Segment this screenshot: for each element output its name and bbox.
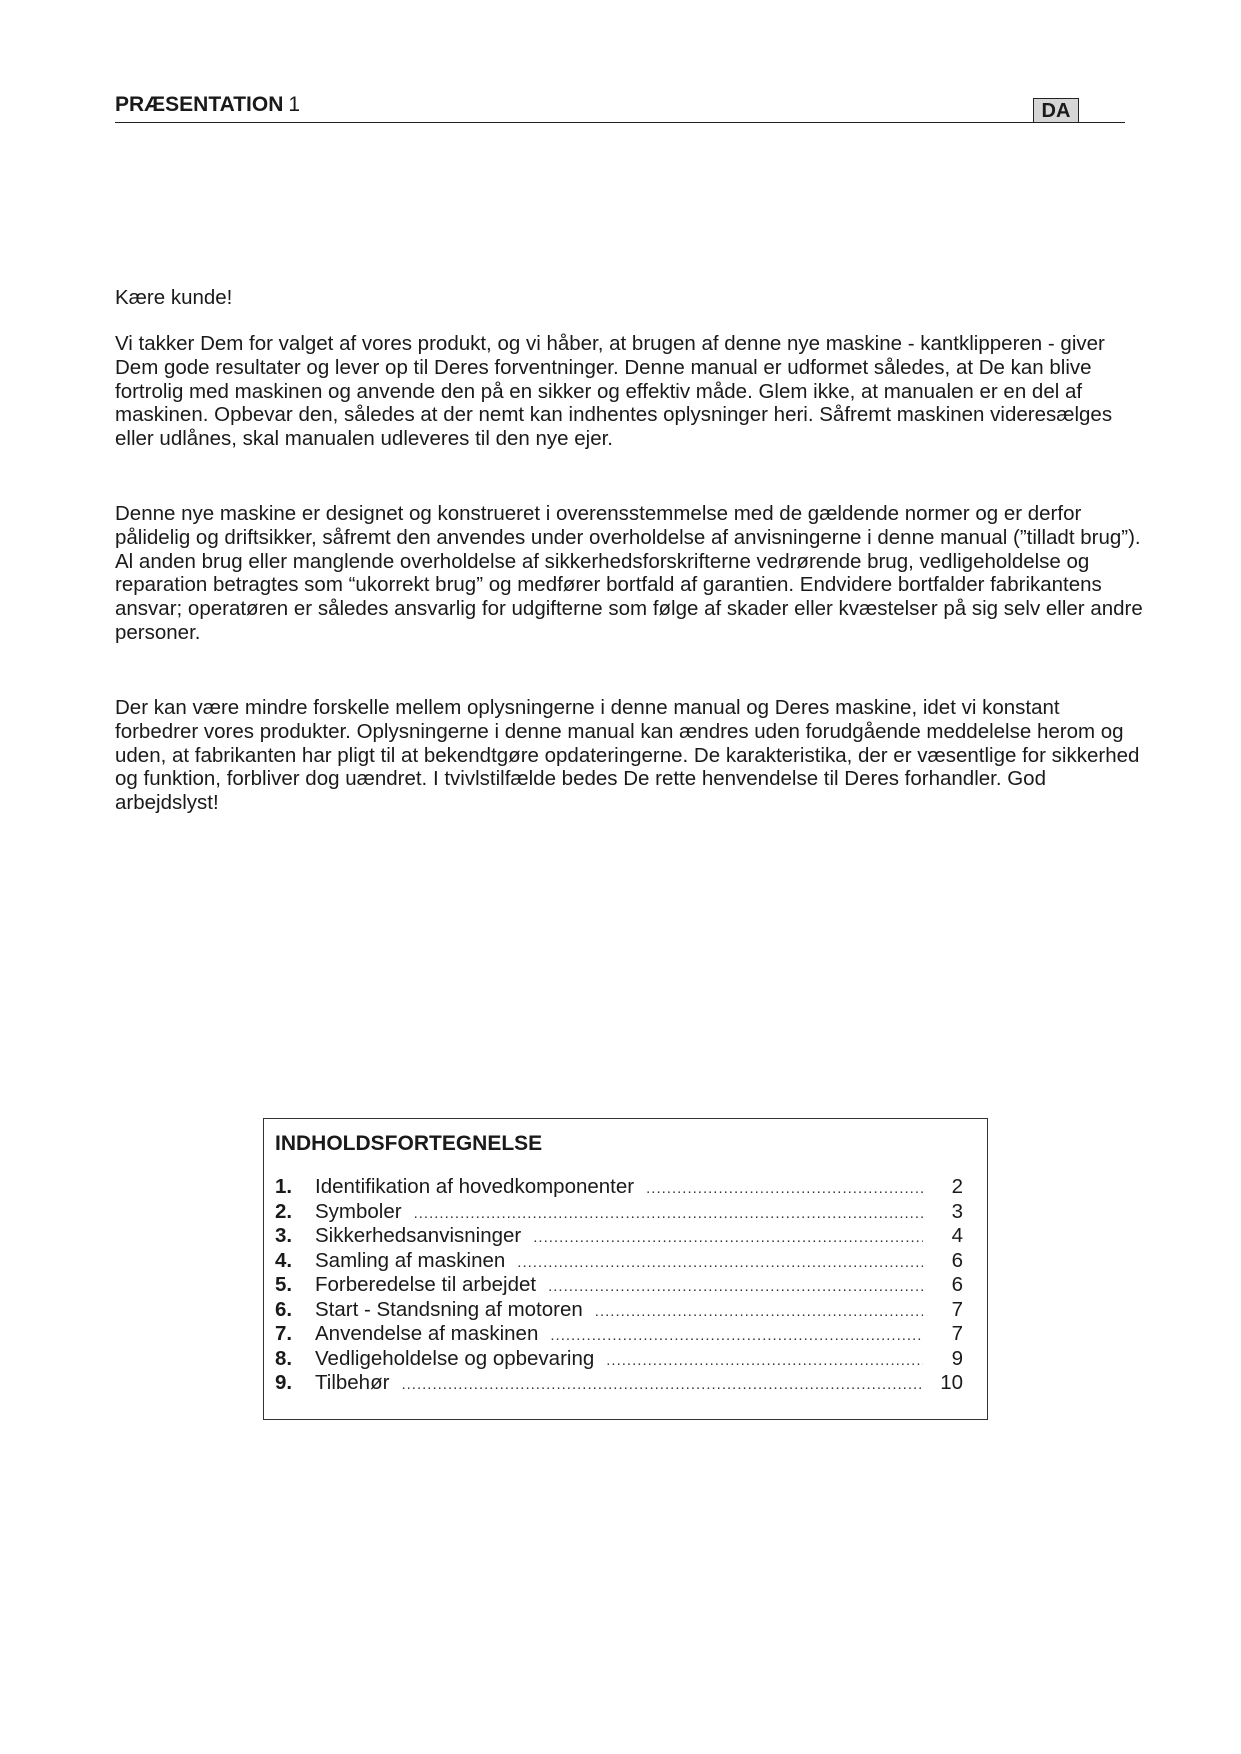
toc-item-page: 7 bbox=[951, 1322, 963, 1345]
toc-item-page: 9 bbox=[951, 1346, 963, 1370]
toc-item-number: 6. bbox=[275, 1297, 293, 1321]
toc-item-number: 5. bbox=[275, 1273, 293, 1296]
toc-leader-dots bbox=[548, 1275, 923, 1300]
toc-item-number: 3. bbox=[275, 1224, 293, 1247]
toc-leader-dots bbox=[646, 1177, 923, 1202]
section-title bbox=[115, 92, 300, 118]
page-number: 1 bbox=[288, 93, 301, 116]
toc-leader-dots bbox=[414, 1202, 923, 1227]
toc-item-label: Sikkerhedsanvisninger bbox=[315, 1224, 522, 1247]
toc-item-number: 8. bbox=[275, 1346, 293, 1370]
toc-item-label: Forberedelse til arbejdet bbox=[315, 1273, 537, 1296]
language-badge: DA bbox=[1033, 98, 1079, 122]
toc-item[interactable] bbox=[275, 1298, 963, 1323]
toc-item[interactable] bbox=[275, 1371, 963, 1396]
toc-title: INDHOLDSFORTEGNELSE bbox=[275, 1132, 543, 1155]
toc-item-page: 6 bbox=[951, 1273, 963, 1296]
toc-item[interactable] bbox=[275, 1249, 963, 1274]
toc-item-label: Vedligeholdelse og opbevaring bbox=[315, 1346, 595, 1370]
toc-item-number: 2. bbox=[275, 1199, 293, 1223]
toc-item[interactable] bbox=[275, 1224, 963, 1249]
toc-leader-dots bbox=[595, 1300, 923, 1325]
changes-paragraph: Der kan være mindre forskelle mellem oplysningerne i denne manual og Deres maskine, idet vi konstant forbedrer vores produkter. Oplysningerne i denne manual kan ændres uden forudgående meddelelse herom og uden, at fabrikanten har pligt til at bekendtgøre opdateringerne. De karakteristika, der er væsentlige for sikkerhed og funktion, forbliver dog uændret. I tvivlstilfælde bedes De rette henvendelse til Deres forhandler. God arbejdslyst! bbox=[115, 696, 1140, 815]
toc-item[interactable] bbox=[275, 1200, 963, 1225]
toc-leader-dots bbox=[550, 1324, 923, 1349]
toc-item-label: Symboler bbox=[315, 1199, 402, 1223]
toc-item[interactable] bbox=[275, 1273, 963, 1298]
toc-item[interactable] bbox=[275, 1175, 963, 1200]
toc-leader-dots bbox=[517, 1251, 923, 1276]
toc-item-label: Tilbehør bbox=[315, 1371, 390, 1394]
greeting: Kære kunde! bbox=[115, 286, 233, 309]
section-title-text: PRÆSENTATION bbox=[115, 93, 284, 116]
toc-item-number: 9. bbox=[275, 1371, 293, 1394]
toc-item-page: 3 bbox=[951, 1199, 963, 1223]
toc-item-label: Identifikation af hovedkomponenter bbox=[315, 1175, 635, 1198]
toc-leader-dots bbox=[533, 1226, 923, 1251]
toc-leader-dots bbox=[401, 1373, 923, 1398]
table-of-contents bbox=[263, 1118, 988, 1420]
toc-item-label: Samling af maskinen bbox=[315, 1248, 506, 1272]
toc-item[interactable] bbox=[275, 1347, 963, 1372]
toc-item-page: 10 bbox=[940, 1371, 963, 1394]
toc-item-page: 6 bbox=[951, 1248, 963, 1272]
toc-item-page: 4 bbox=[951, 1224, 963, 1247]
toc-item[interactable] bbox=[275, 1322, 963, 1347]
toc-item-page: 7 bbox=[951, 1297, 963, 1321]
toc-item-page: 2 bbox=[951, 1175, 963, 1198]
toc-item-number: 4. bbox=[275, 1248, 293, 1272]
toc-item-label: Anvendelse af maskinen bbox=[315, 1322, 539, 1345]
toc-item-label: Start - Standsning af motoren bbox=[315, 1297, 583, 1321]
intro-paragraph: Vi takker Dem for valget af vores produkt, og vi håber, at brugen af denne nye maskine - kantklipperen - giver Dem gode resultater og lever op til Deres forventninger. Denne manual er udformet således, at De kan blive fortrolig med maskinen og anvende den på en sikker og effektiv måde. Glem ikke, at manualen er en del af maskinen. Opbevar den, således at der nemt kan indhentes oplysninger heri. Såfremt maskinen videresælges eller udlånes, skal manualen udleveres til den nye ejer. bbox=[115, 332, 1113, 451]
toc-leader-dots bbox=[606, 1349, 923, 1374]
toc-item-number: 7. bbox=[275, 1322, 293, 1345]
page-header bbox=[115, 92, 1125, 123]
usage-paragraph: Denne nye maskine er designet og konstrueret i overensstemmelse med de gældende normer og er derfor pålidelig og driftsikker, såfremt den anvendes under overholdelse af anvisningerne i denne manual (”tilladt brug”). Al anden brug eller manglende overholdelse af sikkerhedsforskrifterne vedrørende brug, vedligeholdelse og reparation betragtes som “ukorrekt brug” og medfører bortfald af garantien. Endvidere bortfalder fabrikantens ansvar; operatøren er således ansvarlig for udgifterne som følge af skader eller kvæstelser på sig selv eller andre personer. bbox=[115, 502, 1143, 644]
toc-item-number: 1. bbox=[275, 1175, 293, 1198]
toc-list bbox=[275, 1175, 963, 1396]
